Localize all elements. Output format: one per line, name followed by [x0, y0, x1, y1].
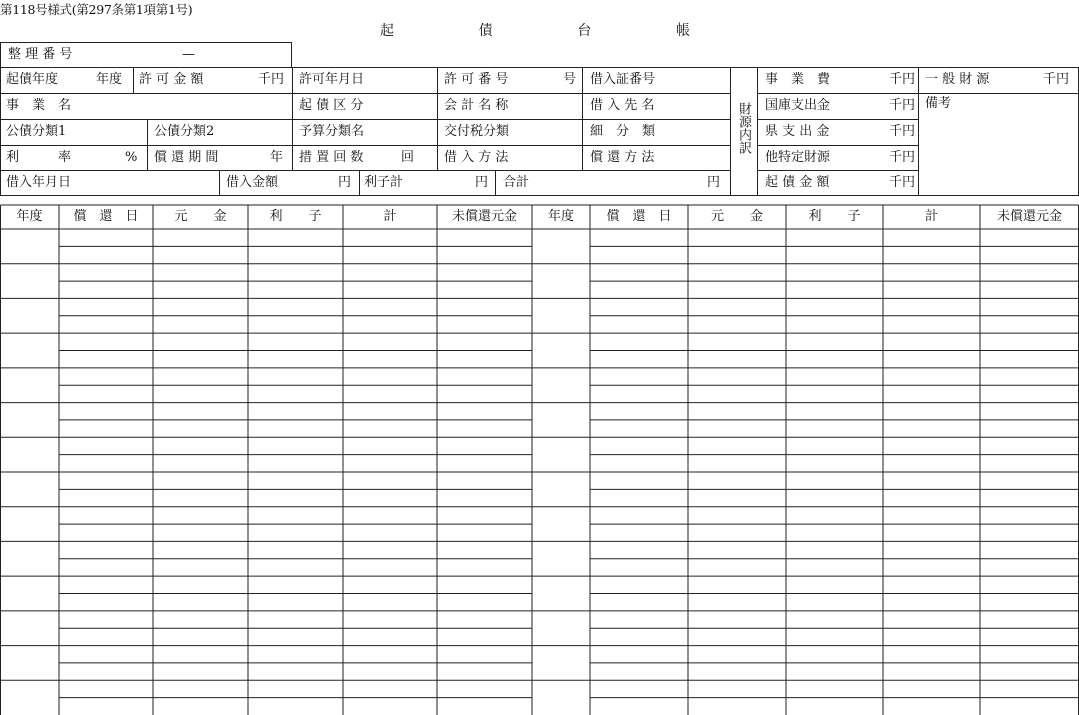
- shokan-hoho-label: 償 還 方 法: [590, 150, 655, 165]
- kisai-kubun-label: 起 債 区 分: [299, 98, 364, 113]
- title-char-2: 債: [478, 23, 493, 39]
- col-rishi-right: 利 子: [808, 209, 861, 224]
- kosai-bunrui2-label: 公債分類2: [154, 124, 215, 139]
- yosan-bunrui-label: 予算分類名: [299, 124, 365, 139]
- kai-unit: 回: [401, 150, 415, 165]
- seiri-bango-label: 整 理 番 号: [8, 47, 73, 62]
- kyoka-bango-label: 許 可 番 号: [444, 72, 509, 87]
- rishi-kei-label: 利子計: [364, 175, 404, 190]
- col-gankin-right: 元 金: [710, 209, 763, 224]
- sochi-kaisu-label: 措 置 回 数: [299, 150, 364, 165]
- col-nendo-right: 年度: [547, 209, 574, 224]
- title-char-1: 起: [380, 23, 394, 39]
- ta-tokutei-unit: 千円: [889, 150, 916, 165]
- zaigen-uchiwake-label: 財源内訳: [736, 102, 751, 154]
- col-nendo-left: 年度: [16, 209, 43, 224]
- jigyohi-unit: 千円: [889, 72, 916, 87]
- kariire-saki-label: 借 入 先 名: [590, 98, 655, 113]
- kyoka-kingaku-label: 許 可 金 額: [139, 72, 204, 87]
- kaikei-meisho-label: 会 計 名 称: [444, 98, 509, 113]
- kokko-label: 国庫支出金: [765, 98, 831, 113]
- kyoka-kingaku-unit: 千円: [258, 72, 285, 87]
- col-mishokan-left: 未償還元金: [451, 209, 517, 224]
- go-unit: 号: [563, 72, 577, 87]
- col-rishi-left: 利 子: [269, 209, 322, 224]
- col-gankin-left: 元 金: [174, 209, 227, 224]
- percent-unit: %: [125, 150, 138, 165]
- kariire-kingaku-label: 借入金額: [226, 175, 279, 190]
- col-kei-left: 計: [383, 209, 397, 224]
- kariire-shosho-label: 借入証番号: [590, 72, 656, 87]
- jigyohi-label: 事 業 費: [765, 72, 831, 87]
- col-shokanbi-left: 償 還 日: [73, 209, 139, 224]
- ken-label: 県 支 出 金: [765, 124, 830, 139]
- kyoka-nengappi-label: 許可年月日: [299, 72, 365, 87]
- kosai-bunrui1-label: 公債分類1: [6, 124, 67, 139]
- gokei-unit: 円: [707, 175, 721, 190]
- biko-label: 備考: [925, 96, 952, 111]
- kariire-hoho-label: 借 入 方 法: [444, 150, 509, 165]
- kisai-kingaku-unit: 千円: [889, 175, 916, 190]
- col-mishokan-right: 未償還元金: [996, 209, 1062, 224]
- ippan-zaigen-label: 一 般 財 源: [925, 72, 990, 87]
- riritsu-label: 利 率: [6, 150, 72, 165]
- title-char-4: 帳: [675, 23, 690, 39]
- saibunrui-label: 細 分 類: [590, 124, 656, 139]
- kisai-kingaku-label: 起 債 金 額: [765, 175, 830, 190]
- kisai-nendo-label: 起債年度: [6, 72, 59, 87]
- kofuzei-bunrui-label: 交付税分類: [444, 124, 510, 139]
- ta-tokutei-label: 他特定財源: [765, 150, 831, 165]
- kokko-unit: 千円: [889, 98, 916, 113]
- nendo-unit: 年度: [96, 72, 123, 87]
- shokan-kikan-label: 償 還 期 間: [154, 150, 219, 165]
- kariire-kingaku-unit: 円: [338, 175, 352, 190]
- kariire-nengappi-label: 借入年月日: [6, 175, 72, 190]
- ken-unit: 千円: [889, 124, 916, 139]
- ippan-zaigen-unit: 千円: [1043, 72, 1070, 87]
- gokei-label: 合計: [503, 175, 530, 190]
- col-kei-right: 計: [924, 209, 938, 224]
- rishi-kei-unit: 円: [475, 175, 489, 190]
- form-id: 第118号様式(第297条第1項第1号): [0, 2, 193, 17]
- jigyo-mei-label: 事 業 名: [6, 98, 72, 113]
- seiri-bango-dash: —: [182, 47, 195, 62]
- col-shokanbi-right: 償 還 日: [606, 209, 672, 224]
- title-char-3: 台: [577, 23, 592, 39]
- nen-unit: 年: [270, 150, 284, 165]
